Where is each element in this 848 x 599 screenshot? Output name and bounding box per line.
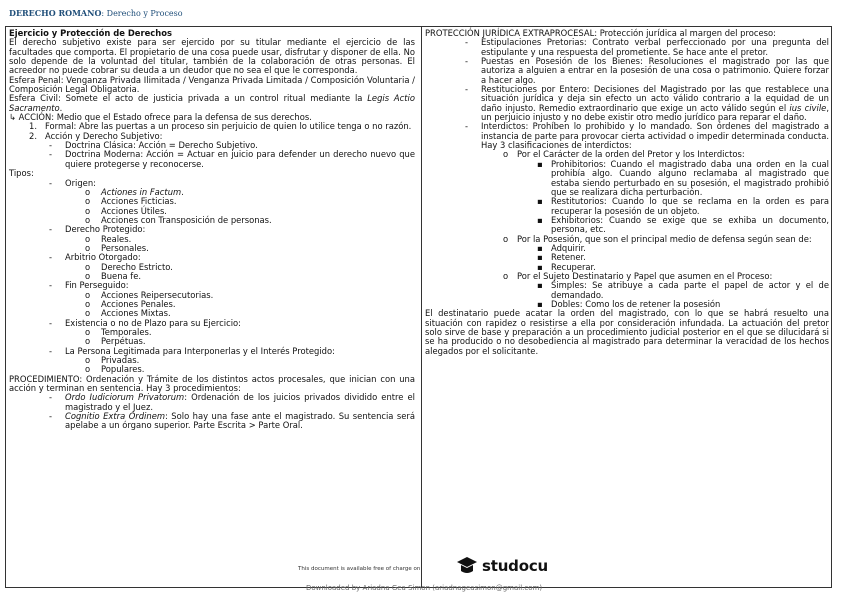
list-item: ▪ Retener. [537, 252, 586, 263]
list-item: o Acciones con Transposición de personas. [85, 214, 272, 225]
procedimiento-paragraph: PROCEDIMIENTO: Ordenación y Trámite de los distintos actos procesales, que inician con una acción y terminan en sentencia. Hay 3 procedimientos: [9, 373, 415, 394]
list-item: - Arbitrio Otorgado: [49, 252, 141, 263]
list-item: - Estipulaciones Pretorias: Contrato verbal perfeccionado por una pregunta del estipulante y una respuesta del prometiente. Se hace ante el pretor. [465, 37, 829, 57]
list-item: ▪ Recuperar. [537, 261, 596, 272]
list-item: o Populares. [85, 364, 145, 375]
list-item: o Acciones Reipersecutorias. [85, 289, 214, 300]
list-item: o Perpétuas. [85, 336, 146, 347]
studocu-logo-icon [455, 556, 479, 576]
list-item: ▪ Prohibitorios: Cuando el magistrado daba una orden en la cual prohibía algo. Cuando alguno reclamaba al magistrado que estaba siendo perturbado en su posesión, el magistrado prohibió que se realizara dicha perturbación. [537, 158, 829, 197]
list-item: - Cognitio Extra Ordinem: Solo hay una fase ante el magistrado. Su sentencia será apelabe a un órgano superior. Parte Escrita > Parte Oral. [49, 411, 416, 431]
list-item: o Por el Carácter de la orden del Pretor y los Interdictos: [503, 149, 745, 160]
list-item: - Interdictos: Prohíben lo prohibido y lo mandado. Son órdenes del magistrado a instancia de parte para provocar cierta actividad o impedir determinada conducta. Hay 3 clasificaciones de interdictos: [465, 121, 829, 151]
closing-paragraph: El destinatario puede acatar la orden del magistrado, con lo que se habrá resuelto una situación con rapidez o resistirse a ella por consideración infundada. La actuación del pretor solo sirve de base y preparación a un procedimiento judicial posterior en el que se dilucidará si se ha producido o no desobediencia al magistrado para determinar la veracidad de los hechos alegados por el solicitante. [425, 308, 829, 356]
list-item: o Reales. [85, 233, 132, 244]
tipos-label: Tipos: [9, 168, 34, 179]
esfera-civil: Esfera Civil: Somete el acto de justicia privada a un control ritual mediante la Legis Actio Sacramento. [9, 93, 416, 113]
list-item: ▪ Exhibitorios: Cuando se exige que se exhiba un documento, persona, etc. [537, 214, 829, 235]
list-item: o Personales. [85, 242, 149, 253]
list-item: o Por el Sujeto Destinatario y Papel que asumen en el Proceso: [503, 270, 773, 281]
list-item: - Doctrina Clásica: Acción = Derecho Subjetivo. [49, 140, 258, 151]
list-item: o Buena fe. [85, 270, 142, 281]
download-credit: Downloaded by Ariadna Gea Simon (ariadnageasimon@gmail.com) [305, 584, 543, 592]
document-header: DERECHO ROMANO: Derecho y Proceso [9, 8, 183, 18]
list-item: - Fin Perseguido: [49, 280, 129, 291]
section-heading: Ejercicio y Protección de Derechos [9, 28, 172, 38]
list-item: - Origen: [49, 177, 96, 188]
availability-note: This document is available free of charge on [298, 566, 421, 572]
list-item: o Acciones Ficticias. [85, 196, 177, 207]
list-item: ▪ Adquirir. [537, 242, 586, 253]
list-item: o Acciones Útiles. [85, 205, 167, 216]
right-column [425, 29, 829, 356]
proteccion-heading: PROTECCIÓN JURÍDICA EXTRAPROCESAL: Protección jurídica al margen del proceso: [425, 28, 776, 38]
list-item: ▪ Dobles: Como los de retener la posesión [537, 298, 721, 309]
list-item: o Acciones Penales. [85, 298, 176, 309]
list-item: - La Persona Legitimada para Interponerlas y el Interés Protegido: [49, 345, 335, 356]
intro-paragraph: El derecho subjetivo existe para ser ejercido por su titular mediante el ejercicio de las facultades que comporta. El propietario de una cosa puede usar, disfrutar y disponer de ella. No solo depende de la voluntad del titular, también de la colaboración de otras personas. El acreedor no puede cobrar su deuda a un deudor que no sea el que le corresponda. [9, 37, 415, 76]
content-table [5, 26, 832, 588]
list-item: 1. Formal: Abre las puertas a un proceso sin perjuicio de quien lo utilice tenga o no razón. [29, 121, 412, 132]
list-item: - Puestas en Posesión de los Bienes: Resoluciones el magistrado por las que autoriza a alguien a entrar en la posesión de una cosa o patrimonio. Quiere forzar a hacer algo. [465, 56, 829, 85]
list-item: - Doctrina Moderna: Acción = Actuar en juicio para defender un derecho nuevo que quiere protegerse y reconocerse. [49, 149, 415, 169]
list-item: o Temporales. [85, 327, 152, 337]
list-item: - Derecho Protegido: [49, 224, 146, 235]
list-item: - Restituciones por Entero: Decisiones del Magistrado por las que restablece una situación jurídica y deja sin efecto un acto válido contrario a la equidad de un daño injusto. Remedio extraordinario que exige un acto válido según el ius civile, un perjuicio injusto y no debe existir otro medio jurídico para reparar el daño. [465, 84, 829, 123]
left-column [9, 29, 415, 431]
list-item: 2. Acción y Derecho Subjetivo: [29, 130, 163, 141]
list-item: o Actiones in Factum. [85, 186, 184, 197]
list-item: o Por la Posesión, que son el principal medio de defensa según sean de: [503, 233, 812, 244]
studocu-logo[interactable]: studocu [455, 556, 548, 576]
list-item: o Acciones Mixtas. [85, 308, 171, 319]
list-item: ▪ Restitutorios: Cuando lo que se reclama en la orden es para recuperar la posesión de un objeto. [537, 196, 829, 216]
list-item: o Derecho Estricto. [85, 261, 173, 272]
accion-definition: ↳ ACCIÓN: Medio que el Estado ofrece para la defensa de sus derechos. [9, 112, 312, 123]
list-item: - Ordo Iudiciorum Privatorum: Ordenación de los juicios privados dividido entre el magistrado y el Juez. [49, 392, 415, 412]
esfera-penal: Esfera Penal: Venganza Privada Ilimitada / Venganza Privada Limitada / Composición Voluntaria / Composición Legal Obligatoria. [9, 74, 415, 95]
column-divider [421, 27, 422, 587]
list-item: ▪ Simples: Se atribuye a cada parte el papel de actor y el de demandado. [537, 280, 829, 300]
list-item: - Existencia o no de Plazo para su Ejercicio: [49, 317, 241, 328]
list-item: o Privadas. [85, 355, 140, 366]
